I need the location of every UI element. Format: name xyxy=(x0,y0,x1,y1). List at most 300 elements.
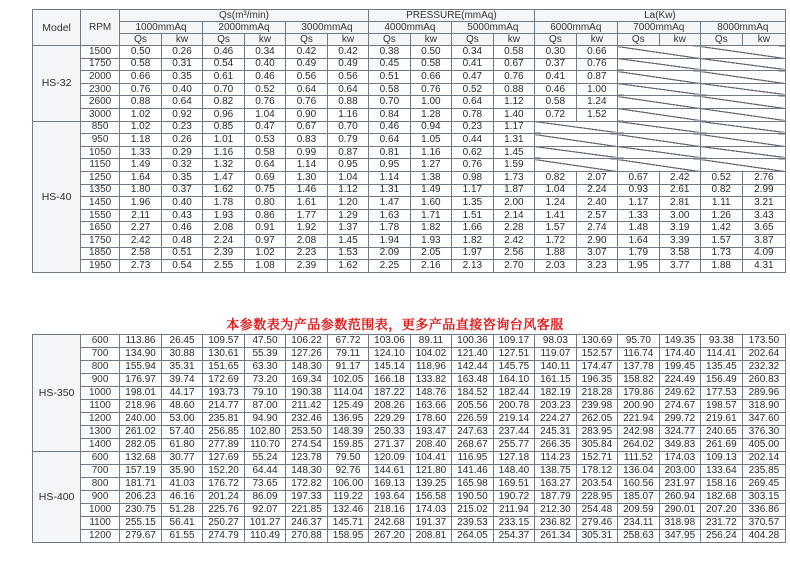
value-cell: 1.66 xyxy=(451,222,493,235)
value-cell: 113.86 xyxy=(120,335,162,348)
table-row xyxy=(33,159,786,172)
value-cell: 0.64 xyxy=(285,83,327,96)
value-cell: 2.24 xyxy=(576,184,617,197)
value-cell: 92.07 xyxy=(245,504,286,517)
value-cell: 0.88 xyxy=(327,96,368,109)
value-cell: 0.38 xyxy=(368,46,410,59)
value-cell: 136.04 xyxy=(617,465,659,478)
value-cell: 156.49 xyxy=(700,374,742,387)
value-cell: 0.64 xyxy=(451,96,493,109)
value-cell: 0.58 xyxy=(120,58,162,71)
empty-cell xyxy=(700,46,785,59)
value-cell: 1.17 xyxy=(493,121,534,134)
value-cell: 258.63 xyxy=(617,530,659,543)
value-cell: 0.23 xyxy=(162,121,203,134)
value-cell: 100.36 xyxy=(451,335,493,348)
value-cell: 255.77 xyxy=(493,439,534,452)
value-cell: 2.39 xyxy=(203,247,245,260)
model-cell: HS-400 xyxy=(33,452,81,543)
value-cell: 119.22 xyxy=(328,491,369,504)
value-cell: 336.86 xyxy=(742,504,785,517)
value-cell: 0.58 xyxy=(245,146,286,159)
value-cell: 250.33 xyxy=(368,426,410,439)
rpm-cell: 950 xyxy=(81,134,120,147)
value-cell: 254.37 xyxy=(493,530,534,543)
value-cell: 1.97 xyxy=(451,247,493,260)
rpm-cell: 1200 xyxy=(81,413,120,426)
empty-cell xyxy=(700,121,785,134)
rpm-cell: 1750 xyxy=(81,234,120,247)
empty-cell xyxy=(700,159,785,172)
header-unit-kw: kw xyxy=(327,34,368,46)
value-cell: 1.73 xyxy=(700,247,742,260)
value-cell: 211.42 xyxy=(286,400,328,413)
header-unit-qs: Qs xyxy=(700,34,742,46)
value-cell: 270.88 xyxy=(286,530,328,543)
value-cell: 110.49 xyxy=(245,530,286,543)
header-pressure: PRESSURE(mmAq) xyxy=(368,10,534,22)
value-cell: 174.03 xyxy=(410,504,451,517)
value-cell: 233.15 xyxy=(493,517,534,530)
empty-cell xyxy=(700,146,785,159)
value-cell: 219.14 xyxy=(493,413,534,426)
value-cell: 247.63 xyxy=(451,426,493,439)
value-cell: 279.67 xyxy=(120,530,162,543)
value-cell: 1.28 xyxy=(410,108,451,121)
value-cell: 208.40 xyxy=(410,439,451,452)
table-row xyxy=(33,387,786,400)
value-cell: 1.78 xyxy=(368,222,410,235)
value-cell: 1.35 xyxy=(451,197,493,210)
value-cell: 191.37 xyxy=(410,517,451,530)
spec-table-small-models xyxy=(32,9,786,273)
header-pressure-3: 3000mmAq xyxy=(285,22,368,34)
value-cell: 218.16 xyxy=(368,504,410,517)
value-cell: 165.98 xyxy=(451,478,493,491)
value-cell: 133.64 xyxy=(700,465,742,478)
value-cell: 185.07 xyxy=(617,491,659,504)
value-cell: 1.14 xyxy=(285,159,327,172)
value-cell: 109.13 xyxy=(700,452,742,465)
value-cell: 1.49 xyxy=(120,159,162,172)
value-cell: 161.15 xyxy=(534,374,576,387)
value-cell: 231.97 xyxy=(659,478,700,491)
rpm-cell: 1750 xyxy=(81,58,120,71)
value-cell: 1.26 xyxy=(700,209,742,222)
value-cell: 3.58 xyxy=(659,247,700,260)
value-cell: 127.51 xyxy=(493,348,534,361)
value-cell: 92.76 xyxy=(328,465,369,478)
rpm-cell: 1450 xyxy=(81,197,120,210)
empty-cell xyxy=(617,121,700,134)
value-cell: 0.42 xyxy=(285,46,327,59)
value-cell: 203.54 xyxy=(576,478,617,491)
value-cell: 261.69 xyxy=(700,439,742,452)
value-cell: 3.65 xyxy=(742,222,785,235)
rpm-cell: 900 xyxy=(81,491,120,504)
value-cell: 1.95 xyxy=(617,260,659,273)
value-cell: 3.87 xyxy=(742,234,785,247)
value-cell: 245.31 xyxy=(534,426,576,439)
value-cell: 214.77 xyxy=(203,400,245,413)
value-cell: 2.28 xyxy=(493,222,534,235)
value-cell: 1.87 xyxy=(493,184,534,197)
value-cell: 101.27 xyxy=(245,517,286,530)
value-cell: 212.30 xyxy=(534,504,576,517)
value-cell: 0.76 xyxy=(493,71,534,84)
value-cell: 182.19 xyxy=(534,387,576,400)
value-cell: 1.31 xyxy=(368,184,410,197)
value-cell: 1.78 xyxy=(203,197,245,210)
value-cell: 0.72 xyxy=(534,108,576,121)
header-unit-kw: kw xyxy=(659,34,700,46)
header-pressure-1: 1000mmAq xyxy=(120,22,203,34)
value-cell: 0.95 xyxy=(327,159,368,172)
value-cell: 2.39 xyxy=(285,260,327,273)
value-cell: 0.91 xyxy=(245,222,286,235)
value-cell: 1.00 xyxy=(410,96,451,109)
value-cell: 0.88 xyxy=(493,83,534,96)
value-cell: 178.12 xyxy=(576,465,617,478)
value-cell: 305.84 xyxy=(576,439,617,452)
spec-table-large-models xyxy=(32,334,786,543)
empty-cell xyxy=(617,71,700,84)
value-cell: 93.38 xyxy=(700,335,742,348)
value-cell: 260.94 xyxy=(659,491,700,504)
header-unit-qs: Qs xyxy=(534,34,576,46)
header-unit-kw: kw xyxy=(576,34,617,46)
table-row xyxy=(33,58,786,71)
value-cell: 56.41 xyxy=(162,517,203,530)
value-cell: 202.14 xyxy=(742,452,785,465)
value-cell: 1.93 xyxy=(203,209,245,222)
empty-cell xyxy=(617,159,700,172)
value-cell: 0.70 xyxy=(203,83,245,96)
value-cell: 0.58 xyxy=(493,46,534,59)
value-cell: 2.00 xyxy=(493,197,534,210)
value-cell: 1.77 xyxy=(285,209,327,222)
value-cell: 1.31 xyxy=(493,134,534,147)
value-cell: 290.01 xyxy=(659,504,700,517)
value-cell: 190.72 xyxy=(493,491,534,504)
value-cell: 1.57 xyxy=(534,222,576,235)
value-cell: 2.70 xyxy=(493,260,534,273)
header-rpm: RPM xyxy=(81,10,120,46)
value-cell: 203.23 xyxy=(534,400,576,413)
value-cell: 200.78 xyxy=(493,400,534,413)
value-cell: 182.68 xyxy=(700,491,742,504)
value-cell: 405.00 xyxy=(742,439,785,452)
value-cell: 235.85 xyxy=(742,465,785,478)
header-pressure-6: 6000mmAq xyxy=(534,22,617,34)
value-cell: 1.64 xyxy=(120,171,162,184)
value-cell: 124.10 xyxy=(368,348,410,361)
rpm-cell: 850 xyxy=(81,121,120,134)
value-cell: 3.23 xyxy=(576,260,617,273)
value-cell: 0.64 xyxy=(368,134,410,147)
value-cell: 0.86 xyxy=(245,209,286,222)
value-cell: 160.56 xyxy=(617,478,659,491)
header-unit-qs: Qs xyxy=(120,34,162,46)
value-cell: 2.25 xyxy=(368,260,410,273)
rpm-cell: 1150 xyxy=(81,159,120,172)
value-cell: 289.96 xyxy=(742,387,785,400)
value-cell: 0.67 xyxy=(493,58,534,71)
value-cell: 242.68 xyxy=(368,517,410,530)
empty-cell xyxy=(700,71,785,84)
table-row xyxy=(33,209,786,222)
empty-cell xyxy=(700,134,785,147)
value-cell: 1.04 xyxy=(245,108,286,121)
header-unit-qs: Qs xyxy=(285,34,327,46)
value-cell: 151.65 xyxy=(203,361,245,374)
value-cell: 156.58 xyxy=(410,491,451,504)
value-cell: 187.79 xyxy=(534,491,576,504)
value-cell: 0.26 xyxy=(162,46,203,59)
value-cell: 1.57 xyxy=(700,234,742,247)
value-cell: 1.73 xyxy=(493,171,534,184)
header-unit-qs: Qs xyxy=(451,34,493,46)
value-cell: 0.49 xyxy=(327,58,368,71)
value-cell: 148.30 xyxy=(286,465,328,478)
value-cell: 152.57 xyxy=(576,348,617,361)
value-cell: 1.88 xyxy=(534,247,576,260)
header-unit-kw: kw xyxy=(245,34,286,46)
rpm-cell: 1200 xyxy=(81,530,120,543)
value-cell: 0.46 xyxy=(245,71,286,84)
value-cell: 184.52 xyxy=(451,387,493,400)
value-cell: 41.03 xyxy=(162,478,203,491)
table-row xyxy=(33,374,786,387)
value-cell: 1.16 xyxy=(410,146,451,159)
value-cell: 127.69 xyxy=(203,452,245,465)
table-row xyxy=(33,71,786,84)
value-cell: 219.61 xyxy=(700,413,742,426)
table-row xyxy=(33,504,786,517)
value-cell: 0.48 xyxy=(162,234,203,247)
value-cell: 232.32 xyxy=(742,361,785,374)
value-cell: 138.75 xyxy=(534,465,576,478)
value-cell: 3.00 xyxy=(659,209,700,222)
value-cell: 133.82 xyxy=(410,374,451,387)
value-cell: 237.44 xyxy=(493,426,534,439)
value-cell: 2.61 xyxy=(659,184,700,197)
value-cell: 274.67 xyxy=(659,400,700,413)
value-cell: 2.07 xyxy=(576,171,617,184)
value-cell: 1.88 xyxy=(700,260,742,273)
value-cell: 1.04 xyxy=(534,184,576,197)
value-cell: 137.78 xyxy=(617,361,659,374)
table-row xyxy=(33,426,786,439)
value-cell: 370.57 xyxy=(742,517,785,530)
empty-cell xyxy=(617,96,700,109)
value-cell: 269.45 xyxy=(742,478,785,491)
value-cell: 1.63 xyxy=(368,209,410,222)
value-cell: 1.52 xyxy=(576,108,617,121)
table-row xyxy=(33,234,786,247)
header-model: Model xyxy=(33,10,81,46)
value-cell: 1.51 xyxy=(451,209,493,222)
header-row-1 xyxy=(33,10,786,22)
value-cell: 0.88 xyxy=(120,96,162,109)
header-pressure-5: 5000mmAq xyxy=(451,22,534,34)
value-cell: 130.69 xyxy=(576,335,617,348)
value-cell: 1.05 xyxy=(410,134,451,147)
rpm-cell: 800 xyxy=(81,478,120,491)
model-cell: HS-32 xyxy=(33,46,81,122)
value-cell: 299.72 xyxy=(659,413,700,426)
header-pressure-2: 2000mmAq xyxy=(203,22,286,34)
value-cell: 149.35 xyxy=(659,335,700,348)
value-cell: 104.41 xyxy=(410,452,451,465)
value-cell: 239.98 xyxy=(576,400,617,413)
value-cell: 0.64 xyxy=(245,159,286,172)
value-cell: 2.27 xyxy=(120,222,162,235)
value-cell: 198.01 xyxy=(120,387,162,400)
value-cell: 35.90 xyxy=(162,465,203,478)
value-cell: 266.35 xyxy=(534,439,576,452)
value-cell: 262.05 xyxy=(576,413,617,426)
value-cell: 2.74 xyxy=(576,222,617,235)
value-cell: 318.98 xyxy=(659,517,700,530)
table-row xyxy=(33,439,786,452)
value-cell: 283.95 xyxy=(576,426,617,439)
value-cell: 0.82 xyxy=(534,171,576,184)
value-cell: 1.24 xyxy=(576,96,617,109)
value-cell: 0.62 xyxy=(451,146,493,159)
value-cell: 3.19 xyxy=(659,222,700,235)
value-cell: 1.41 xyxy=(534,209,576,222)
value-cell: 0.52 xyxy=(245,83,286,96)
value-cell: 2.42 xyxy=(120,234,162,247)
rpm-cell: 1550 xyxy=(81,209,120,222)
value-cell: 0.87 xyxy=(327,146,368,159)
value-cell: 0.46 xyxy=(162,222,203,235)
value-cell: 0.50 xyxy=(410,46,451,59)
value-cell: 140.11 xyxy=(534,361,576,374)
table-row xyxy=(33,197,786,210)
value-cell: 102.80 xyxy=(245,426,286,439)
value-cell: 1.01 xyxy=(203,134,245,147)
value-cell: 1.62 xyxy=(327,260,368,273)
value-cell: 109.17 xyxy=(493,335,534,348)
header-unit-qs: Qs xyxy=(617,34,659,46)
value-cell: 1.11 xyxy=(700,197,742,210)
value-cell: 206.23 xyxy=(120,491,162,504)
rpm-cell: 1100 xyxy=(81,400,120,413)
value-cell: 282.05 xyxy=(120,439,162,452)
value-cell: 1.12 xyxy=(327,184,368,197)
table-row xyxy=(33,335,786,348)
value-cell: 0.80 xyxy=(245,197,286,210)
value-cell: 119.07 xyxy=(534,348,576,361)
value-cell: 190.50 xyxy=(451,491,493,504)
value-cell: 163.48 xyxy=(451,374,493,387)
value-cell: 163.27 xyxy=(534,478,576,491)
value-cell: 193.64 xyxy=(368,491,410,504)
rpm-cell: 700 xyxy=(81,465,120,478)
table-row xyxy=(33,222,786,235)
value-cell: 39.74 xyxy=(162,374,203,387)
value-cell: 0.96 xyxy=(203,108,245,121)
value-cell: 0.47 xyxy=(245,121,286,134)
value-cell: 3.77 xyxy=(659,260,700,273)
value-cell: 0.51 xyxy=(368,71,410,84)
value-cell: 249.62 xyxy=(659,387,700,400)
value-cell: 1.29 xyxy=(327,209,368,222)
value-cell: 203.00 xyxy=(659,465,700,478)
value-cell: 0.67 xyxy=(285,121,327,134)
table-row xyxy=(33,184,786,197)
value-cell: 229.29 xyxy=(368,413,410,426)
rpm-cell: 1650 xyxy=(81,222,120,235)
value-cell: 221.85 xyxy=(286,504,328,517)
value-cell: 132.46 xyxy=(328,504,369,517)
value-cell: 1.82 xyxy=(451,234,493,247)
value-cell: 148.40 xyxy=(493,465,534,478)
value-cell: 1.33 xyxy=(120,146,162,159)
value-cell: 1.46 xyxy=(285,184,327,197)
table-row xyxy=(33,171,786,184)
value-cell: 256.85 xyxy=(203,426,245,439)
value-cell: 3.43 xyxy=(742,209,785,222)
value-cell: 226.59 xyxy=(451,413,493,426)
value-cell: 169.51 xyxy=(493,478,534,491)
header-unit-qs: Qs xyxy=(368,34,410,46)
rpm-cell: 800 xyxy=(81,361,120,374)
value-cell: 0.70 xyxy=(368,96,410,109)
value-cell: 0.46 xyxy=(368,121,410,134)
empty-cell xyxy=(617,146,700,159)
value-cell: 2.24 xyxy=(203,234,245,247)
value-cell: 67.72 xyxy=(328,335,369,348)
value-cell: 51.28 xyxy=(162,504,203,517)
value-cell: 47.50 xyxy=(245,335,286,348)
value-cell: 2.99 xyxy=(742,184,785,197)
value-cell: 1.24 xyxy=(534,197,576,210)
value-cell: 4.31 xyxy=(742,260,785,273)
value-cell: 30.88 xyxy=(162,348,203,361)
value-cell: 73.20 xyxy=(245,374,286,387)
value-cell: 102.05 xyxy=(328,374,369,387)
value-cell: 144.61 xyxy=(368,465,410,478)
value-cell: 1.62 xyxy=(203,184,245,197)
value-cell: 2.11 xyxy=(120,209,162,222)
value-cell: 0.61 xyxy=(203,71,245,84)
value-cell: 0.95 xyxy=(368,159,410,172)
value-cell: 173.50 xyxy=(742,335,785,348)
value-cell: 0.76 xyxy=(451,159,493,172)
value-cell: 240.65 xyxy=(700,426,742,439)
value-cell: 303.15 xyxy=(742,491,785,504)
rpm-cell: 1950 xyxy=(81,260,120,273)
header-unit-kw: kw xyxy=(162,34,203,46)
table-row xyxy=(33,121,786,134)
value-cell: 0.93 xyxy=(617,184,659,197)
value-cell: 260.83 xyxy=(742,374,785,387)
table-row xyxy=(33,247,786,260)
value-cell: 0.58 xyxy=(368,83,410,96)
value-cell: 1.61 xyxy=(285,197,327,210)
value-cell: 274.54 xyxy=(286,439,328,452)
table-row xyxy=(33,491,786,504)
value-cell: 179.86 xyxy=(617,387,659,400)
value-cell: 0.69 xyxy=(245,171,286,184)
table-row xyxy=(33,478,786,491)
rpm-cell: 1850 xyxy=(81,247,120,260)
rpm-cell: 2300 xyxy=(81,83,120,96)
value-cell: 0.30 xyxy=(534,46,576,59)
